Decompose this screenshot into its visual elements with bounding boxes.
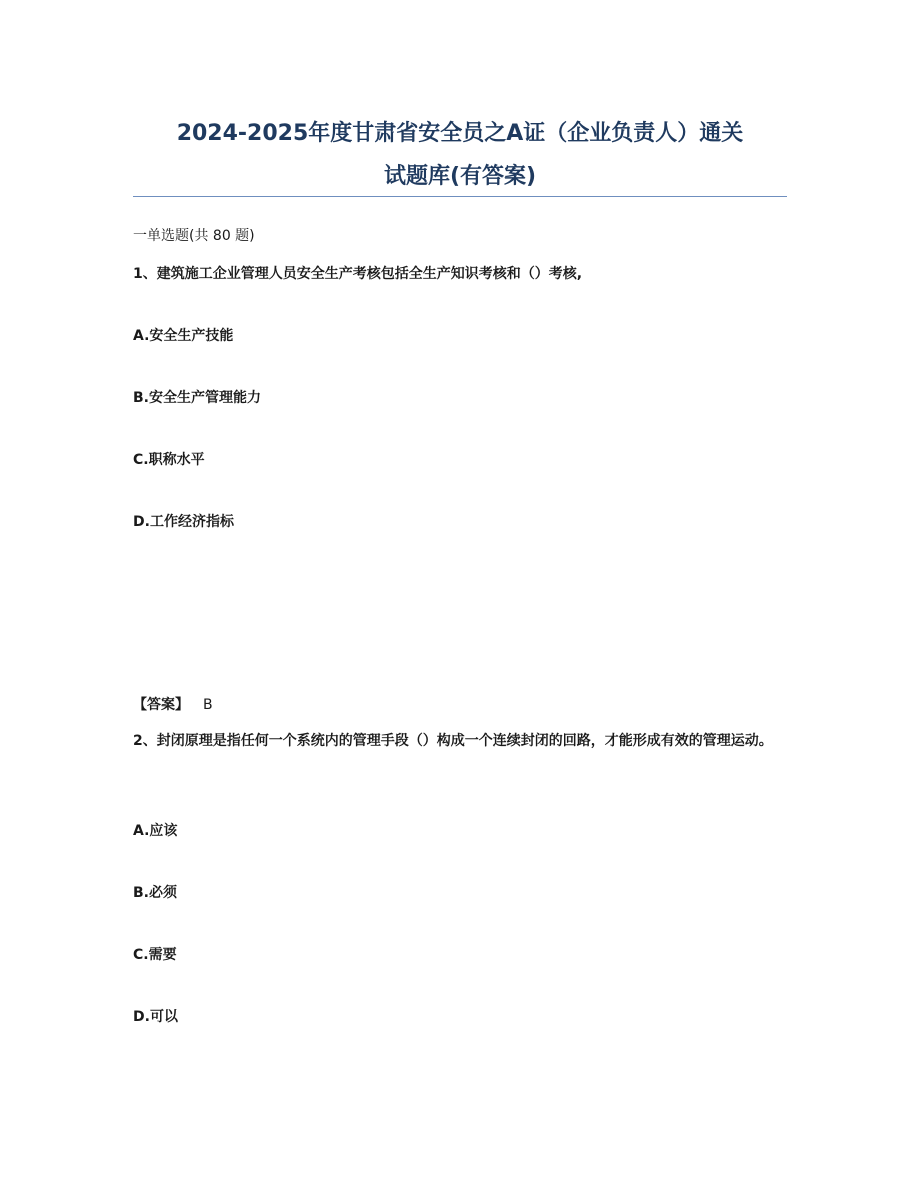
answer-value: B: [203, 697, 213, 713]
question-2-option-b: B.必须: [133, 885, 177, 901]
question-1-option-b: B.安全生产管理能力: [133, 390, 261, 406]
question-1-option-c: C.职称水平: [133, 452, 205, 468]
question-2-option-d: D.可以: [133, 1009, 178, 1025]
title-divider: [133, 196, 787, 197]
title-line-1: 2024-2025年度甘肃省安全员之A证（企业负责人）通关: [176, 121, 744, 146]
document-title: [132, 112, 788, 198]
question-2-option-a: A.应该: [133, 823, 178, 839]
question-1-stem: 1、建筑施工企业管理人员安全生产考核包括全生产知识考核和（）考核,: [133, 266, 583, 282]
question-1-option-a: A.安全生产技能: [133, 328, 234, 344]
question-1-answer: [133, 694, 213, 714]
title-line-2: 试题库(有答案): [383, 164, 537, 189]
question-2-option-c: C.需要: [133, 947, 177, 963]
question-2-stem: 2、封闭原理是指任何一个系统内的管理手段（）构成一个连续封闭的回路，才能形成有效的管理运动。: [133, 733, 773, 749]
answer-label: 【答案】: [133, 697, 189, 713]
question-1-option-d: D.工作经济指标: [133, 514, 234, 530]
section-label: 一单选题(共 80 题): [133, 228, 255, 244]
